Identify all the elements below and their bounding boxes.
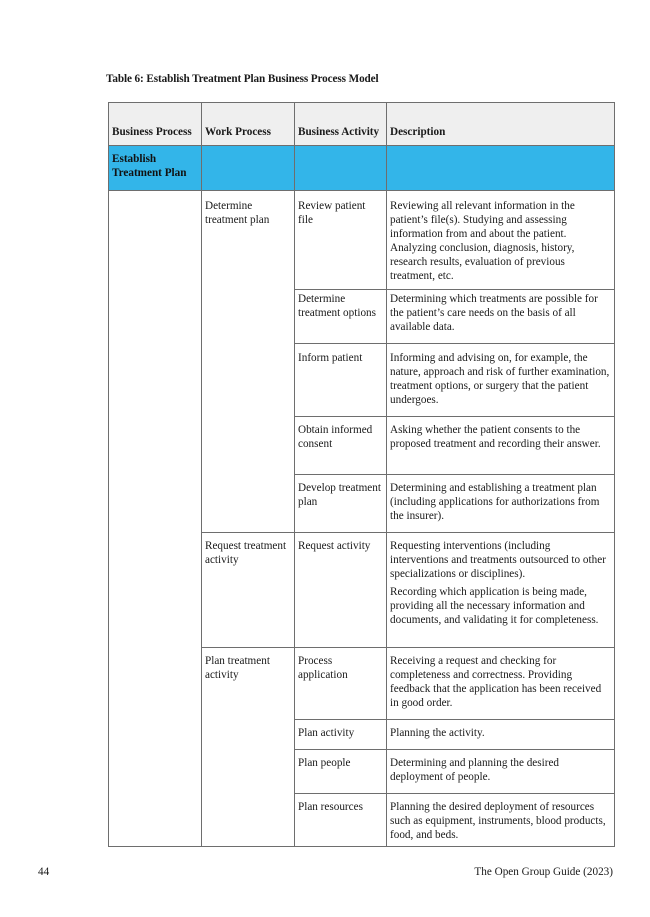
description-text: Requesting interventions (including interventions and treatments outsourced to other specializations or disciplines). — [390, 540, 606, 580]
page-number: 44 — [38, 866, 50, 878]
description-cell — [387, 290, 615, 344]
description-text: Planning the activity. — [390, 727, 485, 739]
business-activity-cell: Inform patient — [295, 344, 387, 417]
business-activity-cell: Process application — [295, 648, 387, 720]
description-text: Determining and planning the desired deployment of people. — [390, 757, 560, 783]
description-cell — [387, 191, 615, 290]
description-cell — [387, 648, 615, 720]
table-caption: Table 6: Establish Treatment Plan Business Process Model — [106, 73, 379, 85]
work-process-cell: Request treatment activity — [202, 533, 295, 648]
business-process-table — [108, 102, 615, 847]
footer-document-title: The Open Group Guide (2023) — [474, 866, 613, 878]
description-cell — [387, 794, 615, 847]
description-text: Determining which treatments are possible for the patient’s care needs on the basis of all available data. — [390, 293, 598, 333]
description-cell — [387, 475, 615, 533]
business-activity-cell: Plan resources — [295, 794, 387, 847]
business-activity-cell: Review patient file — [295, 191, 387, 290]
description-cell — [387, 417, 615, 475]
business-activity-cell: Plan people — [295, 750, 387, 794]
table-header-row — [109, 103, 615, 146]
description-cell — [387, 720, 615, 750]
header-description: Description — [387, 103, 615, 146]
description-cell — [387, 533, 615, 648]
description-text: Planning the desired deployment of resources such as equipment, instruments, blood products, food, and beds. — [390, 801, 606, 841]
description-cell — [387, 750, 615, 794]
header-business-process: Business Process — [109, 103, 202, 146]
description-text: Recording which application is being made, providing all the necessary information and documents, and validating it for completeness. — [390, 585, 599, 626]
business-activity-cell: Plan activity — [295, 720, 387, 750]
description-text: Receiving a request and checking for completeness and correctness. Providing feedback that the application has been received in good order. — [390, 655, 602, 709]
description-text: Informing and advising on, for example, the nature, approach and risk of further examination, treatment options, or surgery that the patient undergoes. — [390, 352, 610, 406]
group-empty-cell — [295, 146, 387, 191]
business-activity-cell: Request activity — [295, 533, 387, 648]
header-work-process: Work Process — [202, 103, 295, 146]
header-business-activity: Business Activity — [295, 103, 387, 146]
group-empty-cell — [202, 146, 295, 191]
group-empty-cell — [387, 146, 615, 191]
work-process-cell: Determine treatment plan — [202, 191, 295, 533]
description-text: Determining and establishing a treatment plan (including applications for authorizations from the insurer). — [390, 482, 600, 522]
business-process-name: Establish Treatment Plan — [109, 146, 202, 191]
business-process-empty-cell — [109, 191, 202, 847]
description-text: Reviewing all relevant information in the patient’s file(s). Studying and assessing information from and about the patient. Analyzing conclusion, diagnosis, history, research results, evaluation of previous treatment, etc. — [390, 200, 575, 282]
business-activity-cell: Obtain informed consent — [295, 417, 387, 475]
table-row — [109, 191, 615, 290]
description-text: Asking whether the patient consents to the proposed treatment and recording their answer. — [390, 424, 601, 450]
business-activity-cell: Determine treatment options — [295, 290, 387, 344]
business-process-group-row — [109, 146, 615, 191]
description-cell — [387, 344, 615, 417]
work-process-cell: Plan treatment activity — [202, 648, 295, 847]
business-activity-cell: Develop treatment plan — [295, 475, 387, 533]
